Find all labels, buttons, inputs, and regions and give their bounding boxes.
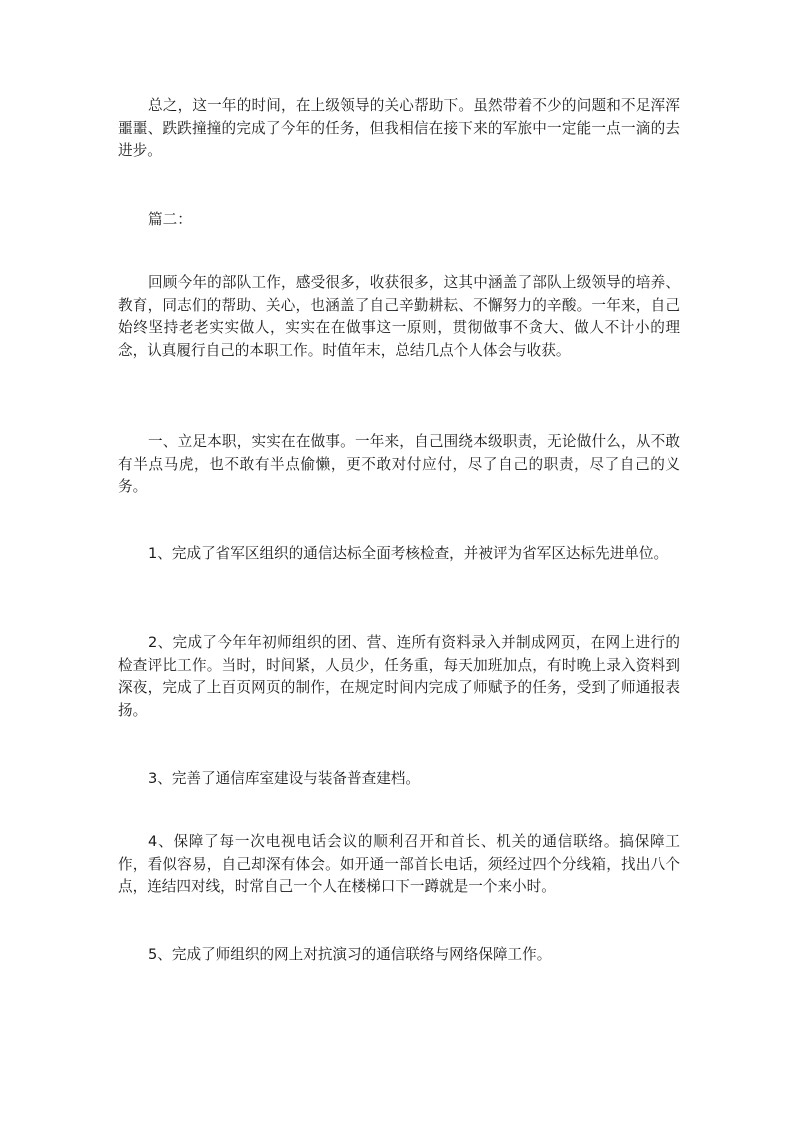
paragraph-point-one: 一、立足本职，实实在在做事。一年来，自己围绕本级职责，无论做什么，从不敢有半点马虎，也不敢有半点偷懒，更不敢对付应付，尽了自己的职责，尽了自己的义务。 [118,433,680,495]
list-item-4: 4、保障了每一次电视电话会议的顺利召开和首长、机关的通信联络。搞保障工作，看似容易，自己却深有体会。如开通一部首长电话，须经过四个分线箱，找出八个点，连结四对线，时常自己一个人在楼梯口下一蹲就是一个来小时。 [118,833,680,895]
section-heading-part-two: 篇二： [148,211,192,228]
paragraph-summary: 总之，这一年的时间，在上级领导的关心帮助下。虽然带着不少的问题和不足浑浑噩噩、跌跌撞撞的完成了今年的任务，但我相信在接下来的军旅中一定能一点一滴的去进步。 [118,97,680,159]
list-item-3: 3、完善了通信库室建设与装备普查建档。 [148,770,420,787]
list-item-5: 5、完成了师组织的网上对抗演习的通信联络与网络保障工作。 [148,946,552,963]
list-item-2: 2、完成了今年年初师组织的团、营、连所有资料录入并制成网页，在网上进行的检查评比工作。当时，时间紧，人员少，任务重，每天加班加点，有时晚上录入资料到深夜，完成了上百页网页的制作，在规定时间内完成了师赋予的任务，受到了师通报表扬。 [118,634,680,719]
list-item-1: 1、完成了省军区组织的通信达标全面考核检查，并被评为省军区达标先进单位。 [148,545,669,562]
paragraph-review: 回顾今年的部队工作，感受很多，收获很多，这其中涵盖了部队上级领导的培养、教育，同志们的帮助、关心，也涵盖了自己辛勤耕耘、不懈努力的辛酸。一年来，自己始终坚持老老实实做人，实实在在做事这一原则，贯彻做事不贪大、做人不计小的理念，认真履行自己的本职工作。时值年末，总结几点个人体会与收获。 [118,274,680,359]
